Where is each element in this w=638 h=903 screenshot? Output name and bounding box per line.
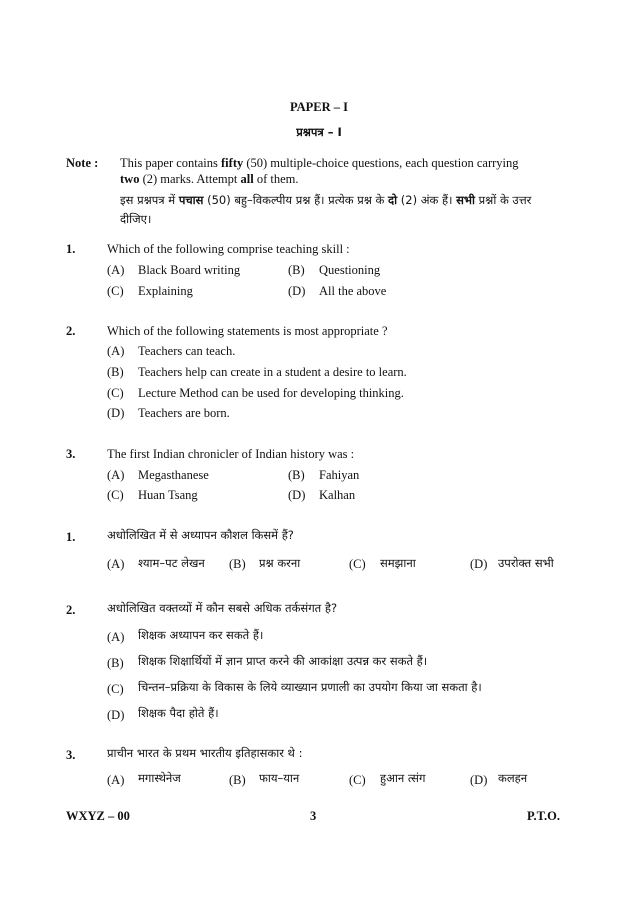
paper-code: WXYZ – 00 [66,809,130,823]
option-d-text: उपरोक्त सभी [498,556,554,570]
option-a-text: Black Board writing [138,263,241,277]
option-c-text: Lecture Method can be used for developing thinking. [138,386,404,400]
question-text: The first Indian chronicler of Indian history was : [107,447,355,461]
note-hi-line1: इस प्रश्नपत्र में पचास (50) बहु–विकल्पीय प्रश्न हैं। प्रत्येक प्रश्न के दो (2) अंक हैं। सभी प्रश्नों के उत्तर [120,193,532,207]
option-a: (A) [107,557,125,571]
option-b-text: Teachers help can create in a student a desire to learn. [138,365,407,379]
option-a-text: मगास्थेनेज [138,771,181,785]
option-a-text: श्याम–पट लेखन [138,556,205,570]
option-d-text: शिक्षक पैदा होते हैं। [138,706,219,720]
question-number: 2. [66,603,76,617]
note-en-line1: This paper contains fifty (50) multiple-choice questions, each question carrying [120,156,519,170]
option-a: (A) [107,344,125,358]
option-c-text: हुआन त्संग [380,771,426,785]
please-turn-over: P.T.O. [527,809,560,823]
option-c: (C) [107,386,124,400]
option-d: (D) [288,284,306,298]
question-number: 1. [66,530,76,544]
option-b-text: Fahiyan [319,468,360,482]
option-d: (D) [107,708,125,722]
option-b-text: शिक्षक शिक्षार्थियों में ज्ञान प्राप्त करने की आकांक्षा उत्पन्न कर सकते हैं। [138,654,428,668]
question-text: Which of the following comprise teaching skill : [107,242,350,256]
question-number: 3. [66,447,76,461]
option-a: (A) [107,468,125,482]
paper-title: PAPER – I [289,100,349,114]
note-label: Note : [66,156,99,170]
option-b: (B) [229,557,246,571]
option-b-text: प्रश्न करना [259,556,301,570]
option-b-text: Questioning [319,263,381,277]
option-d: (D) [107,406,125,420]
option-a: (A) [107,773,125,787]
option-d: (D) [288,488,306,502]
option-c: (C) [349,557,366,571]
option-d: (D) [470,557,488,571]
question-number: 1. [66,242,76,256]
option-b: (B) [288,468,305,482]
option-a: (A) [107,630,125,644]
option-c-text: चिन्तन–प्रक्रिया के विकास के लिये व्याख्यान प्रणाली का उपयोग किया जा सकता है। [138,680,482,694]
option-b: (B) [288,263,305,277]
option-d: (D) [470,773,488,787]
option-b-text: फाय–यान [259,771,300,785]
option-c: (C) [107,488,124,502]
question-text: प्राचीन भारत के प्रथम भारतीय इतिहासकार थे : [107,746,303,760]
question-text: अधोलिखित में से अध्यापन कौशल किसमें हैं? [107,528,294,542]
option-c-text: Huan Tsang [138,488,198,502]
option-d-text: Teachers are born. [138,406,230,420]
option-a-text: Teachers can teach. [138,344,236,358]
note-hi-line2: दीजिए। [120,212,152,226]
question-number: 2. [66,324,76,338]
option-b: (B) [107,365,124,379]
question-text: अधोलिखित वक्तव्यों में कौन सबसे अधिक तर्कसंगत है? [107,601,338,615]
question-text: Which of the following statements is most appropriate ? [107,324,388,338]
question-number: 3. [66,748,76,762]
option-d-text: Kalhan [319,488,356,502]
option-d-text: All the above [319,284,387,298]
option-b: (B) [107,656,124,670]
option-a-text: शिक्षक अध्यापन कर सकते हैं। [138,628,264,642]
page-number: 3 [310,809,317,823]
option-d-text: कलहन [498,771,528,785]
option-c: (C) [107,284,124,298]
option-a: (A) [107,263,125,277]
option-c-text: Explaining [138,284,193,298]
option-c: (C) [349,773,366,787]
option-b: (B) [229,773,246,787]
paper-title-hindi: प्रश्नपत्र – I [296,125,342,139]
note-en-line2: two (2) marks. Attempt all of them. [120,172,299,186]
option-c-text: समझाना [380,556,416,570]
option-c: (C) [107,682,124,696]
option-a-text: Megasthanese [138,468,209,482]
